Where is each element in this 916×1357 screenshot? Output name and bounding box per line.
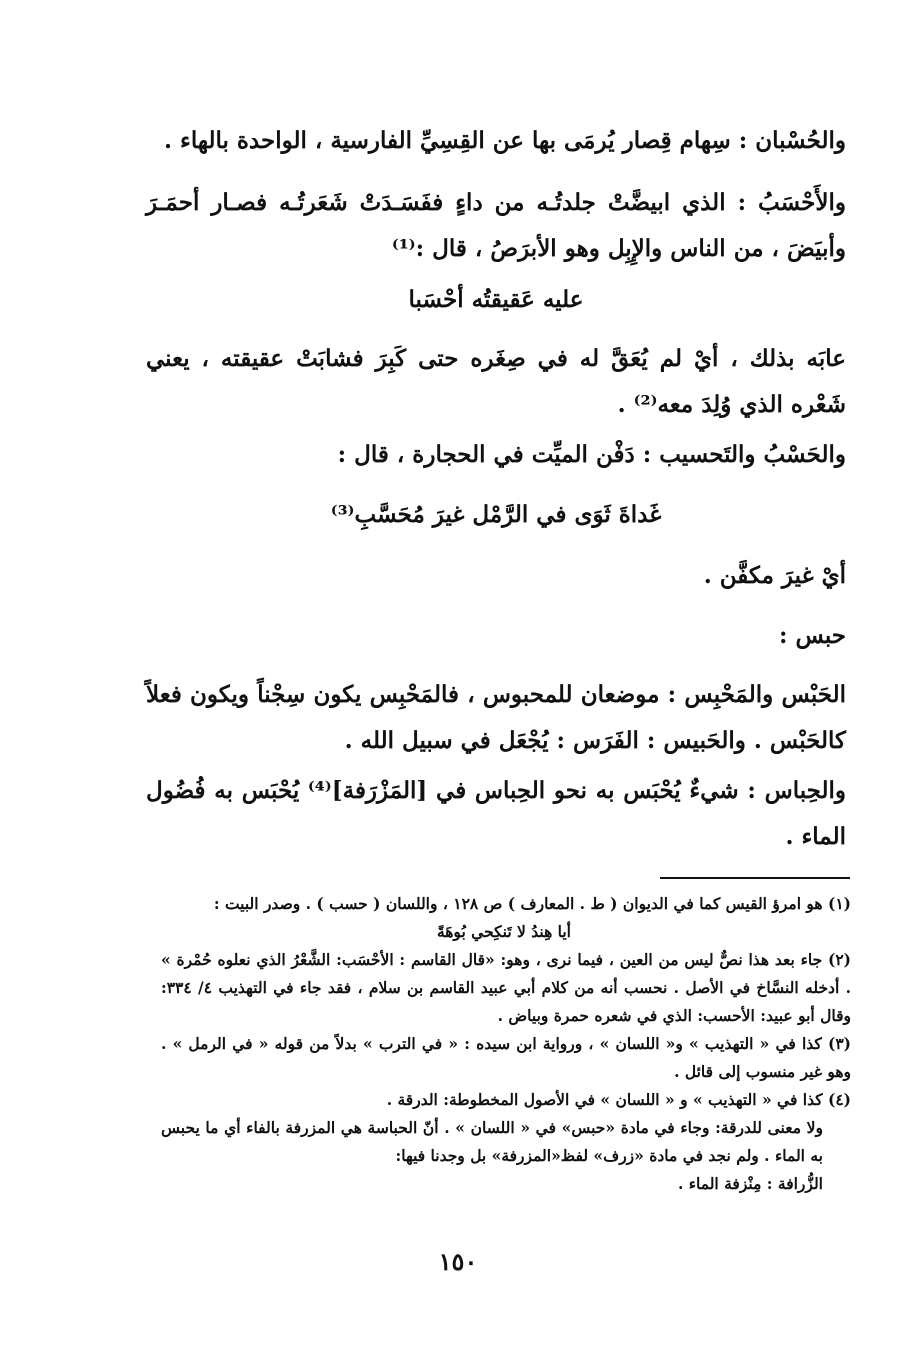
footnote-divider	[660, 877, 850, 879]
verse-block-2	[146, 492, 846, 538]
main-text-block-7	[146, 768, 846, 860]
main-text-block-3	[146, 336, 846, 428]
main-text-block-6	[146, 672, 846, 764]
main-text-block-2	[146, 180, 846, 272]
page-number: ١٥٠	[438, 1247, 478, 1276]
footnote-4-continuation-2: الزُّرافة : مِنْزفة الماء .	[677, 1174, 823, 1193]
footnote-3: (٣) كذا في « التهذيب » و« اللسان » ، ورواية ابن سيده : « في الترب » بدلاً من قوله « في الرمل » . وهو غير منسوب إلى قائل .	[161, 1034, 851, 1081]
footnote-1-verse: أيا هِندُ لا تَنكِحي بُوهَةً	[436, 922, 571, 941]
verse-block-1	[146, 277, 846, 323]
entry-heading-habs: حبس :	[779, 622, 846, 649]
verse-line-1: عليه عَقيقتُه أحْسَبا	[408, 286, 584, 313]
footnote-4-continuation: ولا معنى للدرقة: وجاء في مادة «حبس» في « اللسان » . أنّ الحباسة هي المزرفة بالفاء أي ما يحبس به الماء . ولم نجد في مادة «زرف» لفظ«المزرفة» بل وجدنا فيها:	[161, 1118, 823, 1165]
footnote-4: (٤) كذا في « التهذيب » و « اللسان » في الأصول المخطوطة: الدرقة .	[386, 1090, 851, 1109]
paragraph-ghayr-mukaffan: أيْ غيرَ مكفَّن .	[703, 562, 846, 589]
main-text-block-5	[146, 553, 846, 599]
main-text	[146, 118, 846, 164]
paragraph-hibas: والحِباس : شيءٌ يُحْبَس به نحو الحِباس في [المَزْرَفة]⁽⁴⁾ يُحْبَس به فُضُول الماء .	[146, 777, 846, 850]
main-text-block-4	[146, 432, 846, 478]
footnotes	[161, 890, 851, 1198]
footnote-2: (٢) جاء بعد هذا نصٌّ ليس من العين ، فيما نرى ، وهو: «قال القاسم : الأحْسَب: الشَّعْرُ الذي نعلوه حُمْرة » . أدخله النسَّاخ في الأصل . نحسب أنه من كلام أبي عبيد القاسم بن سلام ، فقد جاء في التهذيب ٤/ ٣٣٤: وقال أبو عبيد: الأحسب: الذي في شعره حمرة وبياض .	[161, 950, 851, 1025]
paragraph-husban: والحُسْبان : سِهام قِصار يُرمَى بها عن القِسِيِّ الفارسية ، الواحدة بالهاء .	[164, 127, 846, 154]
paragraph-habs: الحَبْس والمَحْبِس : موضعان للمحبوس ، فالمَحْبِس يكون سِجْناً ويكون فعلاً كالحَبْس . والحَبيس : الفَرَس : يُجْعَل في سبيل الله .	[146, 681, 846, 754]
footnote-1: (١) هو امرؤ القيس كما في الديوان ( ط . المعارف ) ص ١٢٨ ، واللسان ( حسب ) . وصدر البيت :	[213, 894, 851, 913]
paragraph-aabahu: عابَه بذلك ، أيْ لم يُعَقَّ له في صِغَره حتى كَبِرَ فشابَتْ عقيقته ، يعني شَعْره الذي وُلِدَ معه⁽²⁾ .	[146, 345, 846, 418]
verse-line-2: غَداةَ ثَوَى في الرَّمْل غيرَ مُحَسَّبِ⁽³⁾	[330, 501, 662, 528]
paragraph-hasb: والحَسْبُ والتَحسيب : دَفْن الميِّت في الحجارة ، قال :	[337, 441, 846, 468]
paragraph-ahsab: والأَحْسَبُ : الذي ابيضَّتْ جلدتُـه من داءٍ ففَسَـدَتْ شَعَرتُـه فصـار أحمَـرَ وأبيَضَ ، من الناس والإِبِل وهو الأبرَصُ ، قال :⁽¹⁾	[146, 189, 846, 262]
entry-heading-block	[146, 613, 846, 659]
